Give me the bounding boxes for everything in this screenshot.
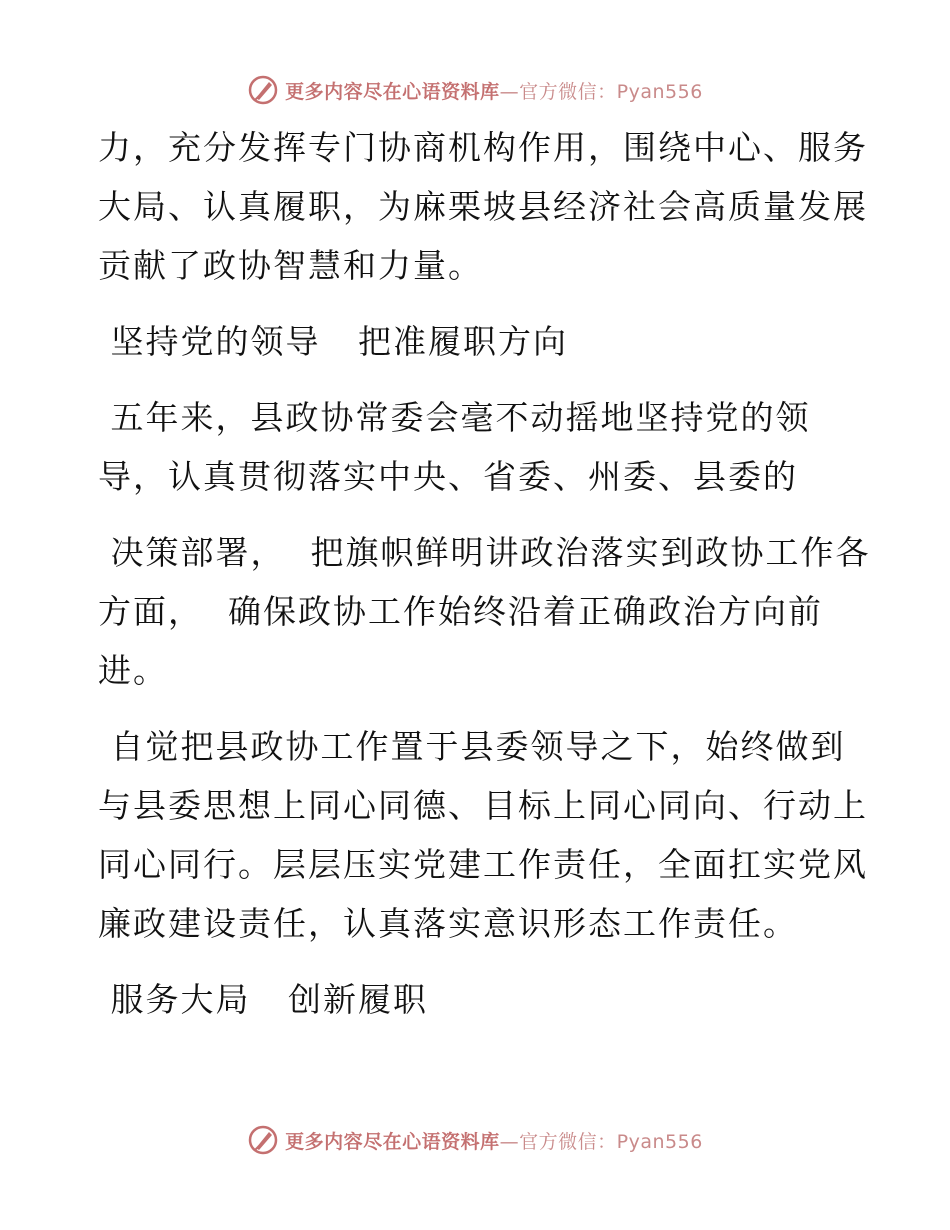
feather-pen-logo-icon: [247, 74, 279, 106]
watermark-contact: 官方微信：Pyan556: [519, 80, 703, 103]
watermark-contact: 官方微信：Pyan556: [519, 1130, 703, 1153]
watermark: [247, 74, 703, 106]
paragraph: [98, 118, 868, 295]
paragraph: [98, 717, 868, 953]
text-line: 同心同行。层层压实党建工作责任，全面扛实党风: [98, 845, 868, 884]
paragraph: [98, 523, 871, 700]
watermark: [247, 1124, 703, 1156]
text-line: 与县委思想上同心同德、目标上同心同向、行动上: [98, 786, 868, 825]
text-line: 大局、认真履职，为麻栗坡县经济社会高质量发展: [98, 187, 868, 226]
section-heading: [98, 312, 858, 371]
page-header-watermark: [0, 70, 950, 110]
text-line: 坚持党的领导 把准履职方向: [98, 322, 568, 361]
document-body: [98, 118, 871, 1029]
text-line: 廉政建设责任，认真落实意识形态工作责任。: [98, 904, 798, 943]
text-line: 力，充分发挥专门协商机构作用，围绕中心、服务: [98, 128, 868, 167]
text-line: 决策部署， 把旗帜鲜明讲政治落实到政协工作各: [98, 533, 871, 572]
text-line: 方面， 确保政协工作始终沿着正确政治方向前: [98, 592, 823, 631]
watermark-separator: —: [499, 1130, 520, 1153]
page-footer-watermark: [0, 1120, 950, 1160]
text-line: 服务大局 创新履职: [98, 980, 428, 1019]
text-line: 贡献了政协智慧和力量。: [98, 246, 483, 285]
text-line: 五年来，县政协常委会毫不动摇地坚持党的领: [98, 398, 811, 437]
text-line: 进。: [98, 651, 168, 690]
watermark-separator: —: [499, 80, 520, 103]
text-line: 导，认真贯彻落实中央、省委、州委、县委的: [98, 457, 798, 496]
watermark-brand: 更多内容尽在心语资料库: [285, 1130, 500, 1153]
text-line: 自觉把县政协工作置于县委领导之下，始终做到: [98, 727, 846, 766]
watermark-brand: 更多内容尽在心语资料库: [285, 80, 500, 103]
paragraph: [98, 388, 858, 506]
feather-pen-logo-icon: [247, 1124, 279, 1156]
section-heading: [98, 970, 858, 1029]
